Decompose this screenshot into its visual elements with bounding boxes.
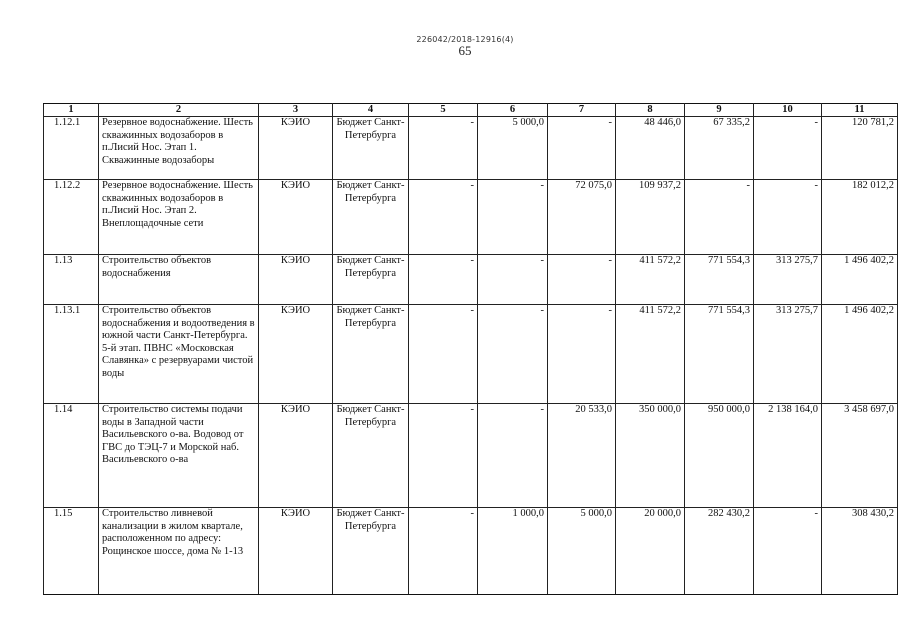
row-name: Резервное водоснабжение. Шесть скважинных водозаборов в п.Лисий Нос. Этап 2. Внеплощадочные сети bbox=[99, 180, 259, 255]
column-header: 8 bbox=[616, 104, 685, 117]
row-funding-source: Бюджет Санкт-Петербурга bbox=[333, 404, 409, 508]
column-header-row bbox=[44, 104, 898, 117]
row-value: - bbox=[478, 404, 548, 508]
row-value: 950 000,0 bbox=[685, 404, 754, 508]
table-row bbox=[44, 255, 898, 305]
row-code: 1.12.1 bbox=[44, 117, 99, 180]
program-table bbox=[43, 103, 898, 595]
row-value: - bbox=[685, 180, 754, 255]
row-name: Строительство системы подачи воды в Западной части Васильевского о-ва. Водовод от ГВС до ТЭЦ-7 и Морской наб. Васильевского о-ва bbox=[99, 404, 259, 508]
column-header: 9 bbox=[685, 104, 754, 117]
row-value: 48 446,0 bbox=[616, 117, 685, 180]
page-number: 65 bbox=[458, 43, 472, 58]
column-header: 6 bbox=[478, 104, 548, 117]
table-row bbox=[44, 508, 898, 595]
row-value: 67 335,2 bbox=[685, 117, 754, 180]
row-value: - bbox=[478, 180, 548, 255]
row-value: - bbox=[548, 255, 616, 305]
row-executor: КЭИО bbox=[259, 404, 333, 508]
row-total: 3 458 697,0 bbox=[822, 404, 898, 508]
row-value: 771 554,3 bbox=[685, 255, 754, 305]
row-value: 5 000,0 bbox=[478, 117, 548, 180]
column-header: 7 bbox=[548, 104, 616, 117]
row-total: 308 430,2 bbox=[822, 508, 898, 595]
row-value: 313 275,7 bbox=[754, 305, 822, 404]
row-code: 1.14 bbox=[44, 404, 99, 508]
row-value: 5 000,0 bbox=[548, 508, 616, 595]
row-funding-source: Бюджет Санкт-Петербурга bbox=[333, 180, 409, 255]
row-value: - bbox=[754, 508, 822, 595]
row-value: 282 430,2 bbox=[685, 508, 754, 595]
row-code: 1.12.2 bbox=[44, 180, 99, 255]
row-funding-source: Бюджет Санкт-Петербурга bbox=[333, 255, 409, 305]
row-value: - bbox=[548, 117, 616, 180]
row-name: Строительство объектов водоснабжения и водоотведения в южной части Санкт-Петербурга. 5-й этап. ПВНС «Московская Славянка» с резервуарами чистой воды bbox=[99, 305, 259, 404]
row-value: 20 533,0 bbox=[548, 404, 616, 508]
row-value: 350 000,0 bbox=[616, 404, 685, 508]
row-value: 1 000,0 bbox=[478, 508, 548, 595]
row-value: - bbox=[548, 305, 616, 404]
row-value: 313 275,7 bbox=[754, 255, 822, 305]
row-code: 1.13 bbox=[44, 255, 99, 305]
row-funding-source: Бюджет Санкт-Петербурга bbox=[333, 508, 409, 595]
row-funding-source: Бюджет Санкт-Петербурга bbox=[333, 117, 409, 180]
row-total: 120 781,2 bbox=[822, 117, 898, 180]
row-funding-source: Бюджет Санкт-Петербурга bbox=[333, 305, 409, 404]
row-total: 1 496 402,2 bbox=[822, 255, 898, 305]
table-row bbox=[44, 404, 898, 508]
row-value: 411 572,2 bbox=[616, 255, 685, 305]
document-id: 226042/2018-12916(4) bbox=[416, 35, 514, 44]
row-executor: КЭИО bbox=[259, 255, 333, 305]
row-value: - bbox=[409, 180, 478, 255]
row-total: 1 496 402,2 bbox=[822, 305, 898, 404]
column-header: 1 bbox=[44, 104, 99, 117]
row-value: - bbox=[409, 508, 478, 595]
row-name: Строительство объектов водоснабжения bbox=[99, 255, 259, 305]
row-value: - bbox=[754, 180, 822, 255]
row-executor: КЭИО bbox=[259, 305, 333, 404]
row-value: - bbox=[409, 255, 478, 305]
row-value: 771 554,3 bbox=[685, 305, 754, 404]
row-executor: КЭИО bbox=[259, 508, 333, 595]
column-header: 3 bbox=[259, 104, 333, 117]
row-name: Резервное водоснабжение. Шесть скважинных водозаборов в п.Лисий Нос. Этап 1. Скважинные водозаборы bbox=[99, 117, 259, 180]
row-value: - bbox=[409, 404, 478, 508]
row-value: 2 138 164,0 bbox=[754, 404, 822, 508]
row-value: - bbox=[409, 117, 478, 180]
table-row bbox=[44, 117, 898, 180]
table-row bbox=[44, 305, 898, 404]
row-value: 411 572,2 bbox=[616, 305, 685, 404]
row-name: Строительство ливневой канализации в жилом квартале, расположенном по адресу: Рощинское шоссе, дома № 1-13 bbox=[99, 508, 259, 595]
column-header: 10 bbox=[754, 104, 822, 117]
row-executor: КЭИО bbox=[259, 180, 333, 255]
row-code: 1.13.1 bbox=[44, 305, 99, 404]
row-code: 1.15 bbox=[44, 508, 99, 595]
column-header: 2 bbox=[99, 104, 259, 117]
column-header: 4 bbox=[333, 104, 409, 117]
row-value: - bbox=[478, 255, 548, 305]
table-row bbox=[44, 180, 898, 255]
row-value: - bbox=[754, 117, 822, 180]
row-value: - bbox=[478, 305, 548, 404]
row-value: 20 000,0 bbox=[616, 508, 685, 595]
row-value: 72 075,0 bbox=[548, 180, 616, 255]
row-value: - bbox=[409, 305, 478, 404]
row-value: 109 937,2 bbox=[616, 180, 685, 255]
row-total: 182 012,2 bbox=[822, 180, 898, 255]
column-header: 11 bbox=[822, 104, 898, 117]
column-header: 5 bbox=[409, 104, 478, 117]
row-executor: КЭИО bbox=[259, 117, 333, 180]
